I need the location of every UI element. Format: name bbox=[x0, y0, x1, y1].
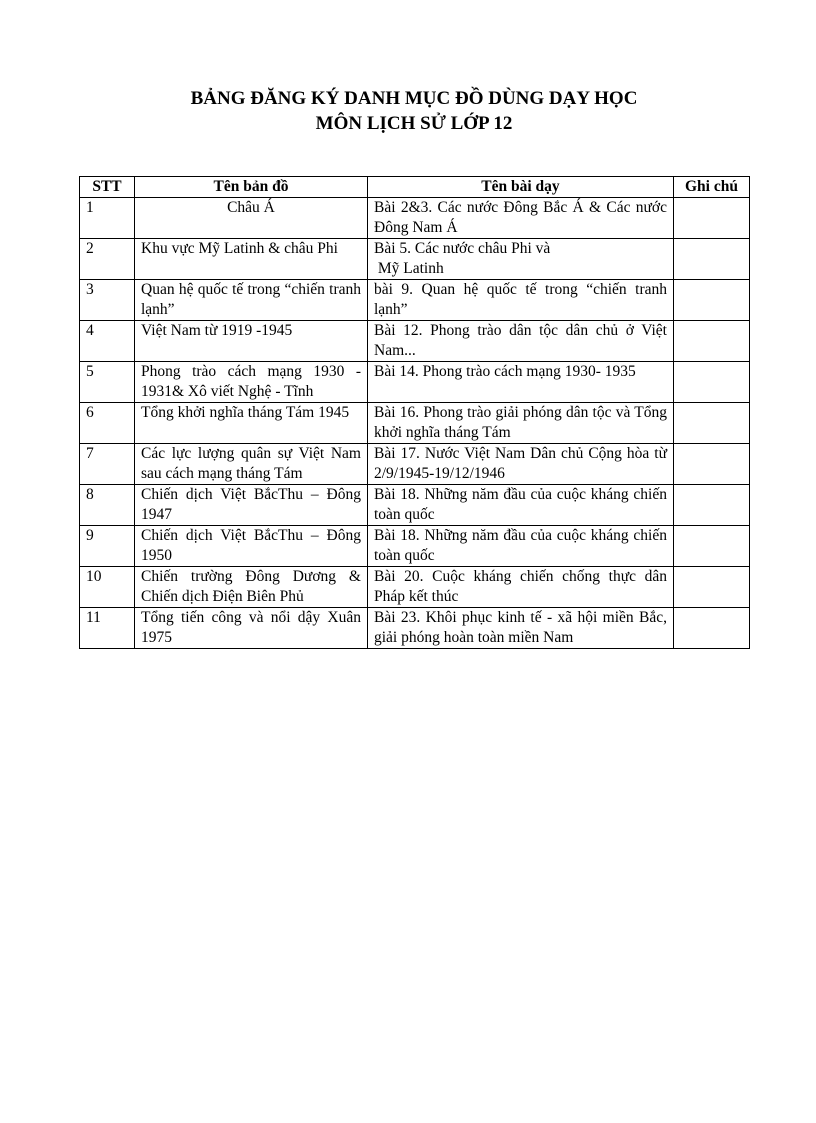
stt-cell: 4 bbox=[80, 321, 135, 362]
note-cell bbox=[674, 280, 750, 321]
stt-cell: 11 bbox=[80, 608, 135, 649]
map-name-cell: Các lực lượng quân sự Việt Nam sau cách mạng tháng Tám bbox=[135, 444, 368, 485]
registration-table bbox=[79, 176, 750, 649]
header-map-name: Tên bản đồ bbox=[135, 177, 368, 198]
lesson-name-cell: Bài 18. Những năm đầu của cuộc kháng chiến toàn quốc bbox=[368, 485, 674, 526]
map-name-cell: Chiến trường Đông Dương & Chiến dịch Điện Biên Phủ bbox=[135, 567, 368, 608]
lesson-name-cell: Bài 23. Khôi phục kinh tế - xã hội miền Bắc, giải phóng hoàn toàn miền Nam bbox=[368, 608, 674, 649]
map-name-cell: Khu vực Mỹ Latinh & châu Phi bbox=[135, 239, 368, 280]
stt-cell: 2 bbox=[80, 239, 135, 280]
lesson-name-cell: Bài 12. Phong trào dân tộc dân chủ ở Việt Nam... bbox=[368, 321, 674, 362]
map-name-cell: Việt Nam từ 1919 -1945 bbox=[135, 321, 368, 362]
note-cell bbox=[674, 444, 750, 485]
map-name-cell: Chiến dịch Việt BắcThu – Đông 1947 bbox=[135, 485, 368, 526]
lesson-name-cell: Bài 2&3. Các nước Đông Bắc Á & Các nước Đông Nam Á bbox=[368, 198, 674, 239]
stt-cell: 9 bbox=[80, 526, 135, 567]
stt-cell: 6 bbox=[80, 403, 135, 444]
table-row bbox=[80, 485, 750, 526]
map-name-cell: Quan hệ quốc tế trong “chiến tranh lạnh” bbox=[135, 280, 368, 321]
note-cell bbox=[674, 485, 750, 526]
lesson-line: Bài 5. Các nước châu Phi và bbox=[374, 240, 551, 257]
note-cell bbox=[674, 403, 750, 444]
table-row bbox=[80, 198, 750, 239]
lesson-name-cell: Bài 20. Cuộc kháng chiến chống thực dân Pháp kết thúc bbox=[368, 567, 674, 608]
note-cell bbox=[674, 526, 750, 567]
lesson-name-cell: bài 9. Quan hệ quốc tế trong “chiến tranh lạnh” bbox=[368, 280, 674, 321]
table-row bbox=[80, 444, 750, 485]
table-row bbox=[80, 526, 750, 567]
lesson-name-cell: Bài 16. Phong trào giải phóng dân tộc và Tổng khởi nghĩa tháng Tám bbox=[368, 403, 674, 444]
lesson-line: Mỹ Latinh bbox=[374, 260, 444, 277]
lesson-name-cell: Bài 18. Những năm đầu của cuộc kháng chiến toàn quốc bbox=[368, 526, 674, 567]
table-row bbox=[80, 321, 750, 362]
header-lesson-name: Tên bài dạy bbox=[368, 177, 674, 198]
header-stt: STT bbox=[80, 177, 135, 198]
lesson-name-cell: Bài 14. Phong trào cách mạng 1930- 1935 bbox=[368, 362, 674, 403]
stt-cell: 10 bbox=[80, 567, 135, 608]
stt-cell: 1 bbox=[80, 198, 135, 239]
table-row bbox=[80, 567, 750, 608]
table-row bbox=[80, 239, 750, 280]
title-line-1: BẢNG ĐĂNG KÝ DANH MỤC ĐỒ DÙNG DẠY HỌC bbox=[190, 88, 638, 109]
table-header-row bbox=[80, 177, 750, 198]
note-cell bbox=[674, 198, 750, 239]
map-name-cell: Tổng tiến công và nổi dậy Xuân 1975 bbox=[135, 608, 368, 649]
note-cell bbox=[674, 608, 750, 649]
map-name-cell: Chiến dịch Việt BắcThu – Đông 1950 bbox=[135, 526, 368, 567]
table-row bbox=[80, 280, 750, 321]
header-note: Ghi chú bbox=[674, 177, 750, 198]
lesson-name-cell: Bài 17. Nước Việt Nam Dân chủ Cộng hòa từ 2/9/1945-19/12/1946 bbox=[368, 444, 674, 485]
note-cell bbox=[674, 567, 750, 608]
note-cell bbox=[674, 321, 750, 362]
title-line-2: MÔN LỊCH SỬ LỚP 12 bbox=[315, 113, 513, 134]
note-cell bbox=[674, 239, 750, 280]
table-row bbox=[80, 403, 750, 444]
document-title bbox=[0, 86, 816, 136]
lesson-name-cell bbox=[368, 239, 674, 280]
map-name-cell: Châu Á bbox=[135, 198, 368, 239]
note-cell bbox=[674, 362, 750, 403]
stt-cell: 7 bbox=[80, 444, 135, 485]
stt-cell: 8 bbox=[80, 485, 135, 526]
map-name-cell: Tổng khởi nghĩa tháng Tám 1945 bbox=[135, 403, 368, 444]
stt-cell: 5 bbox=[80, 362, 135, 403]
stt-cell: 3 bbox=[80, 280, 135, 321]
table-row bbox=[80, 608, 750, 649]
table-row bbox=[80, 362, 750, 403]
map-name-cell: Phong trào cách mạng 1930 - 1931& Xô viết Nghệ - Tĩnh bbox=[135, 362, 368, 403]
